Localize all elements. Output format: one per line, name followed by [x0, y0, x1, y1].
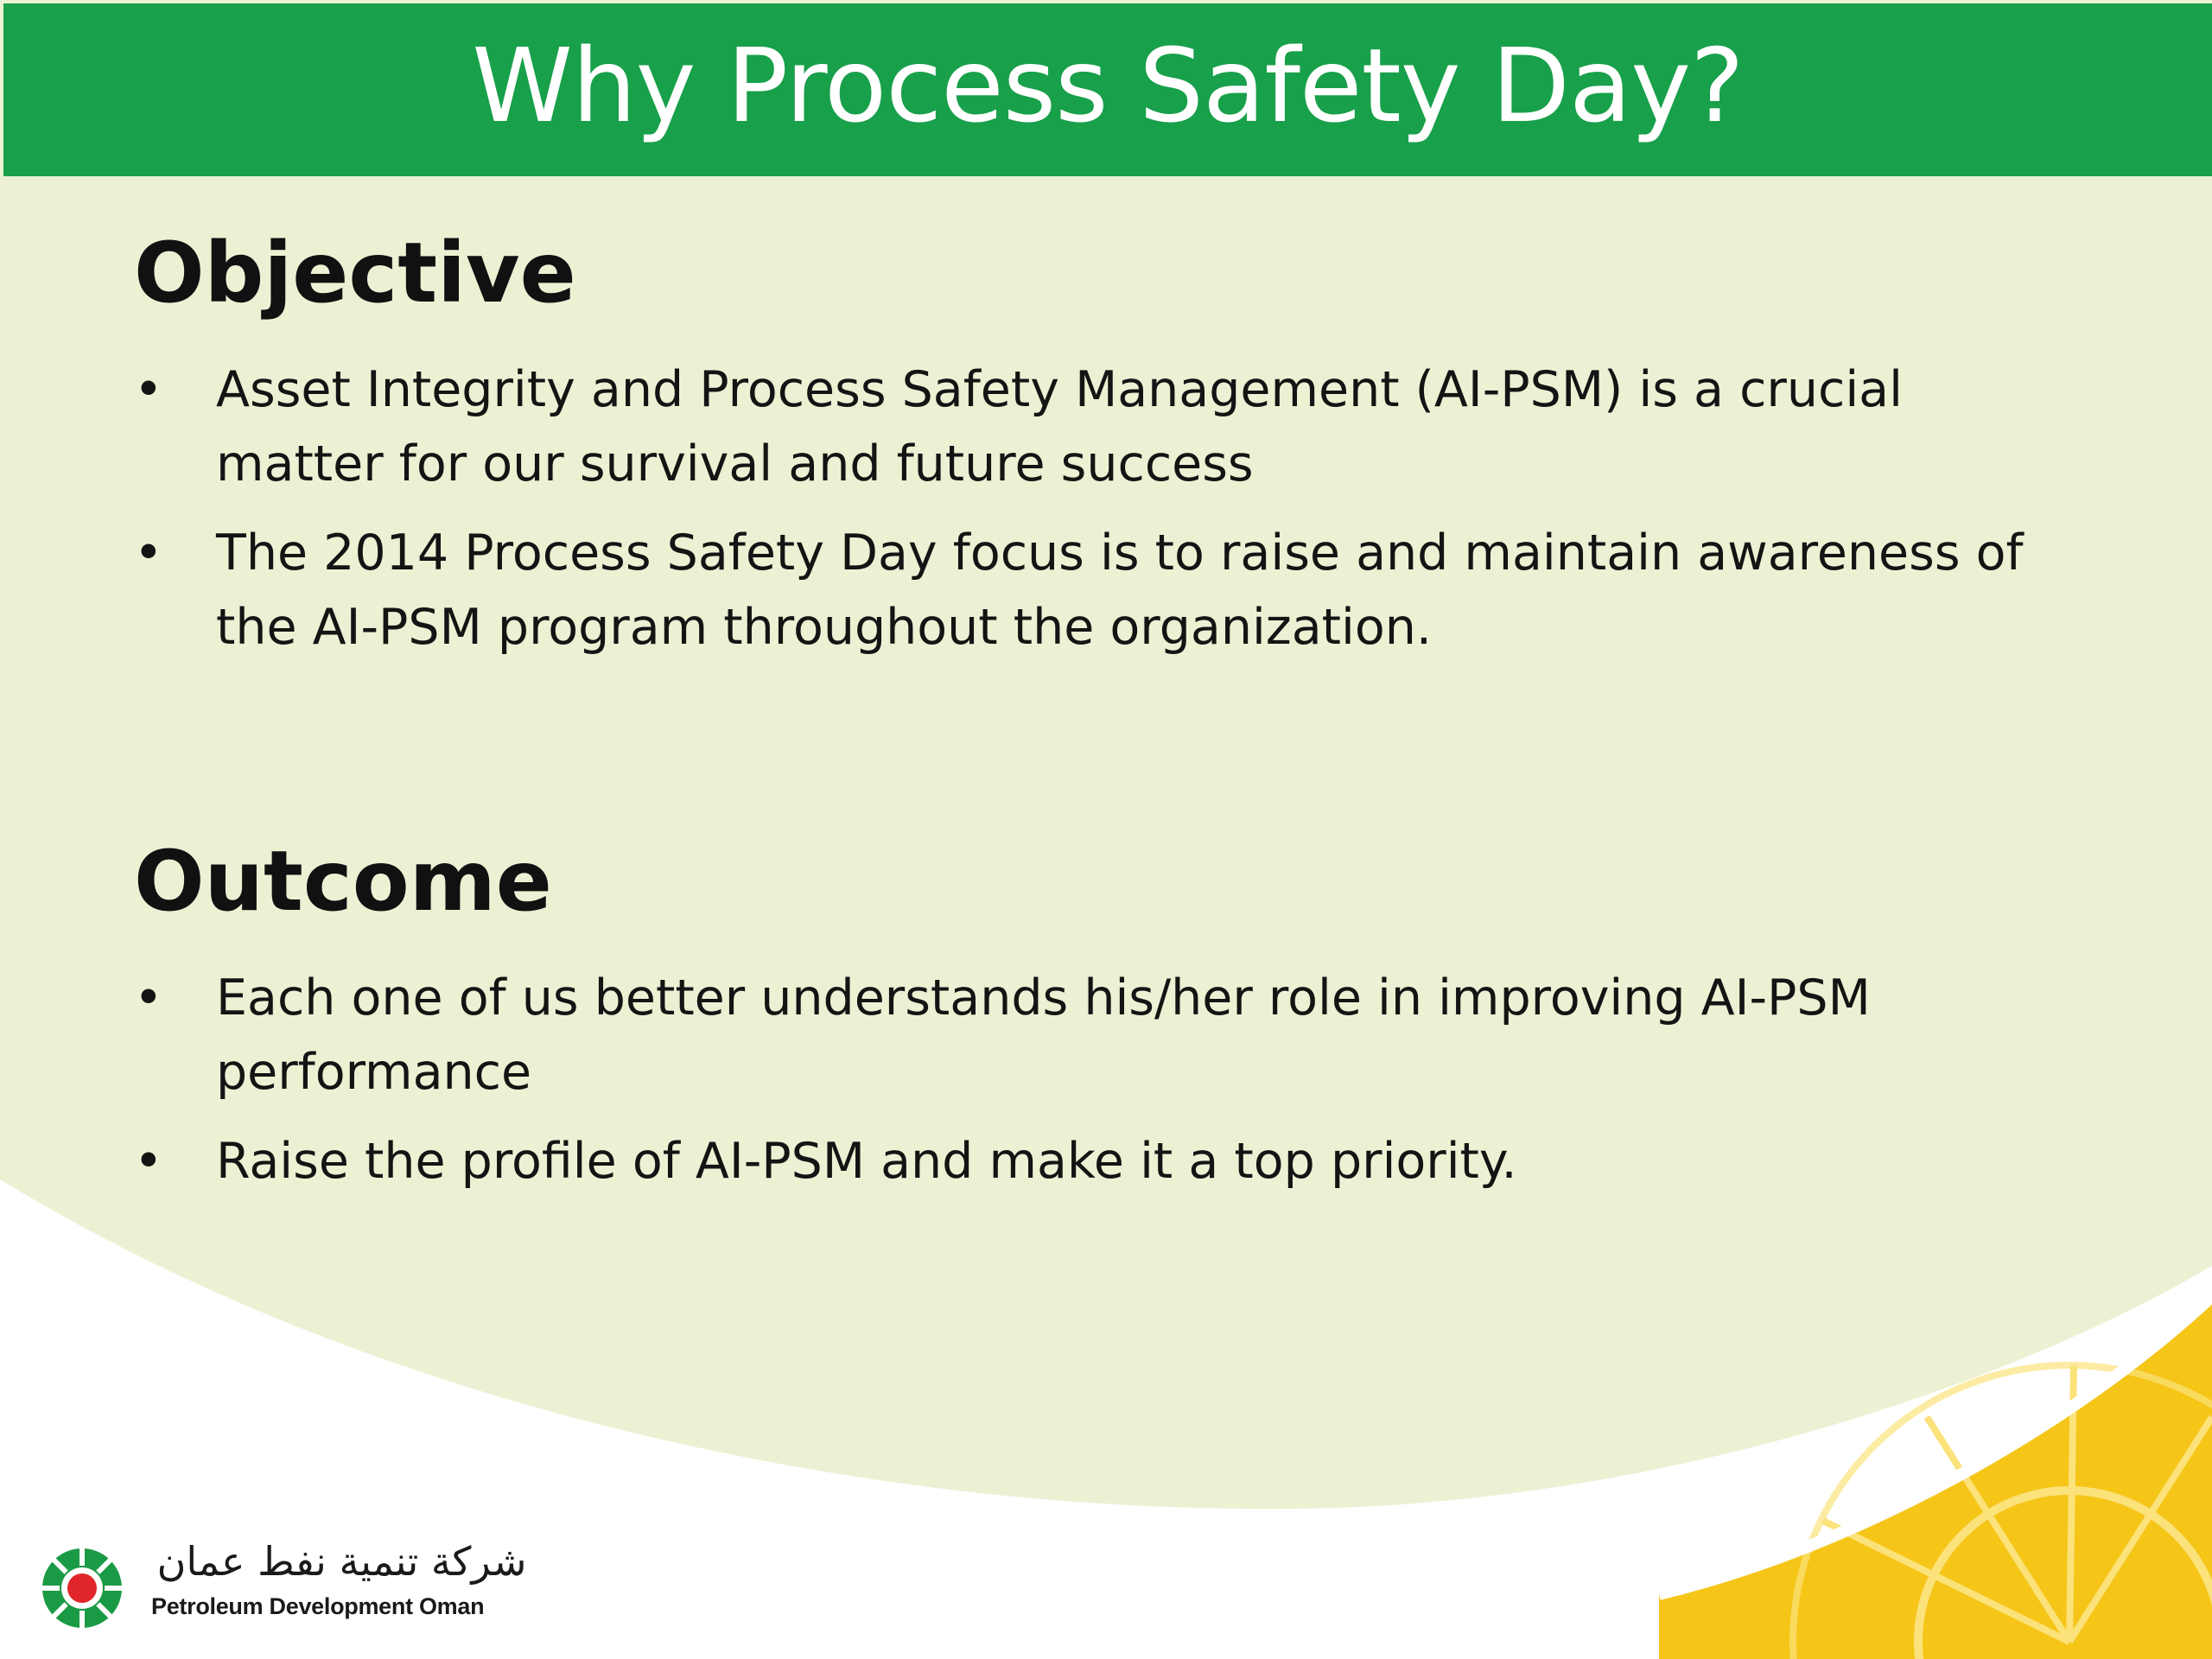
bullet-text-line: Asset Integrity and Process Safety Management (AI-PSM) is a crucial — [216, 361, 1903, 418]
bullet-item — [134, 353, 2121, 501]
objective-bullet-list — [134, 353, 2121, 664]
bullet-item — [134, 961, 2121, 1109]
title-bar — [3, 3, 2212, 176]
logo-arabic-name: شركة تنمية نفط عمان — [156, 1538, 527, 1585]
logo-english-name: Petroleum Development Oman — [151, 1593, 485, 1619]
objective-section — [134, 225, 2121, 679]
bullet-item — [134, 516, 2121, 664]
bullet-dot: • — [134, 1133, 163, 1190]
bullet-item — [134, 1124, 2121, 1198]
objective-heading: Objective — [134, 225, 576, 321]
bullet-dot: • — [134, 361, 163, 418]
bullet-text-line: Raise the profile of AI-PSM and make it a top priority. — [216, 1133, 1517, 1190]
pdo-logo — [39, 1538, 527, 1633]
bullet-dot: • — [134, 969, 163, 1027]
outcome-bullet-list — [134, 961, 2121, 1198]
bullet-text-line: matter for our survival and future success — [216, 435, 1254, 493]
bullet-text-line: performance — [216, 1044, 532, 1101]
bullet-text-line: the AI-PSM program throughout the organization. — [216, 599, 1432, 656]
bullet-text-line: The 2014 Process Safety Day focus is to raise and maintain awareness of — [216, 524, 2024, 582]
pdo-logo-icon — [39, 1545, 125, 1631]
bullet-dot: • — [134, 524, 163, 582]
outcome-heading: Outcome — [134, 833, 552, 930]
slide-title: Why Process Safety Day? — [472, 26, 1744, 145]
bullet-text-line: Each one of us better understands his/her role in improving AI-PSM — [216, 969, 1871, 1027]
outcome-section — [134, 833, 2121, 1213]
